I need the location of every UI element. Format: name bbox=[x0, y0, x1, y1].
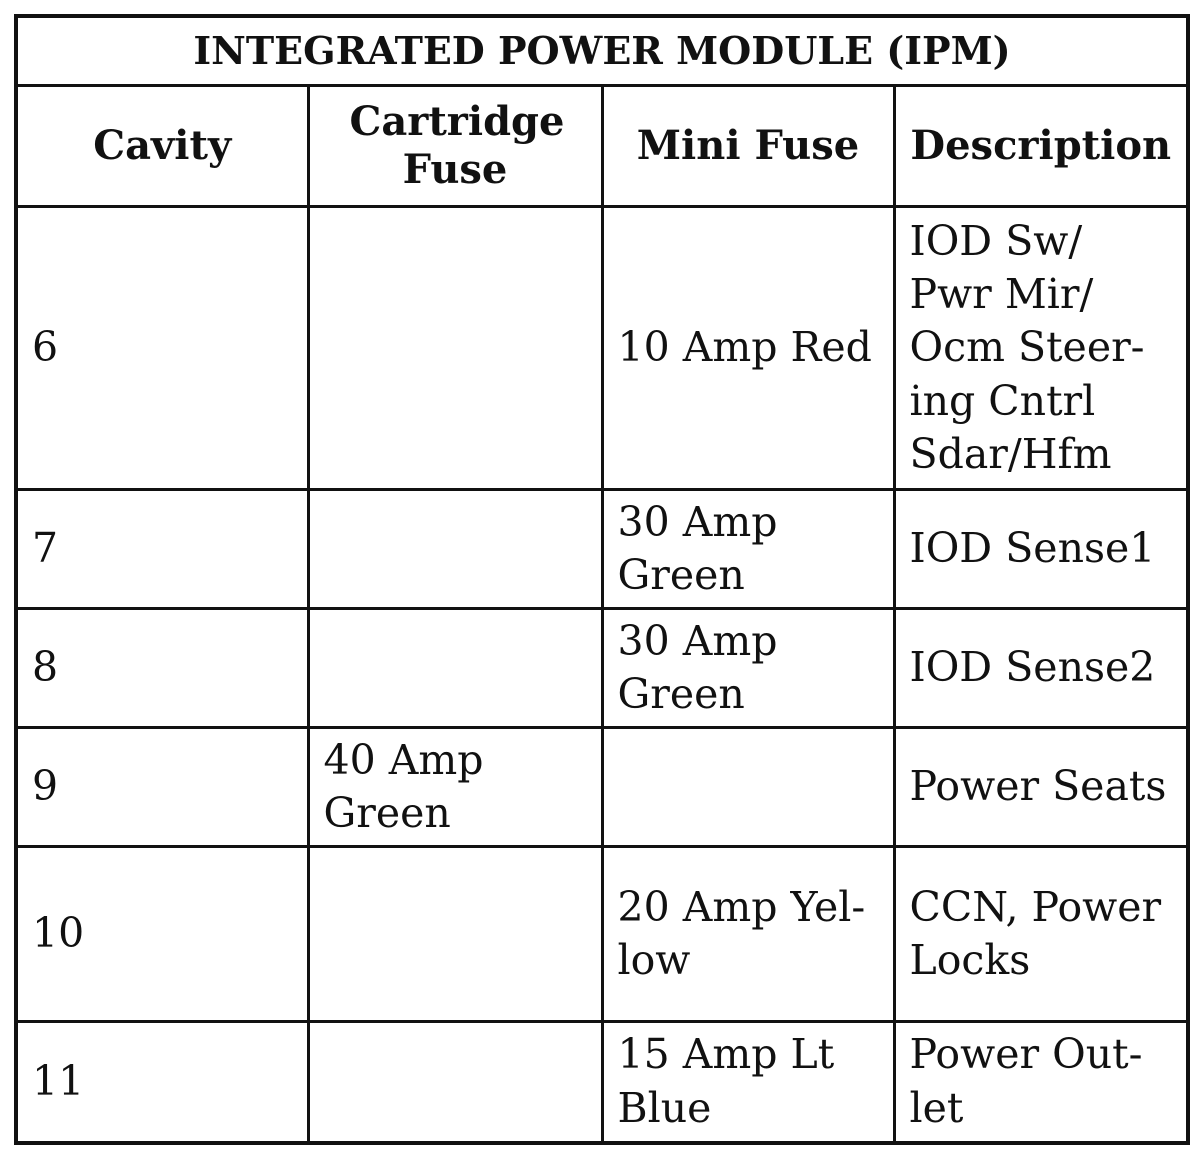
ipm-fuse-table bbox=[14, 14, 1190, 1145]
cavity-cell: 9 bbox=[16, 728, 308, 847]
description-cell: IOD Sense2 bbox=[894, 609, 1188, 728]
cartridge-fuse-cell bbox=[308, 207, 602, 490]
mini-fuse-cell: 20 Amp Yel- low bbox=[602, 847, 894, 1022]
header-cartridge-fuse: Cartridge Fuse bbox=[308, 86, 602, 207]
description-cell: IOD Sw/ Pwr Mir/ Ocm Steer- ing Cntrl Sdar/Hfm bbox=[894, 207, 1188, 490]
mini-fuse-cell: 15 Amp Lt Blue bbox=[602, 1022, 894, 1143]
cartridge-fuse-cell: 40 Amp Green bbox=[308, 728, 602, 847]
mini-fuse-cell: 30 Amp Green bbox=[602, 609, 894, 728]
cartridge-fuse-cell bbox=[308, 609, 602, 728]
cartridge-fuse-cell bbox=[308, 490, 602, 609]
description-cell: IOD Sense1 bbox=[894, 490, 1188, 609]
mini-fuse-cell bbox=[602, 728, 894, 847]
header-description: Description bbox=[894, 86, 1188, 207]
cavity-cell: 6 bbox=[16, 207, 308, 490]
cavity-cell: 8 bbox=[16, 609, 308, 728]
table-row bbox=[16, 490, 1188, 609]
header-row bbox=[16, 86, 1188, 207]
table-row bbox=[16, 609, 1188, 728]
cartridge-fuse-cell bbox=[308, 847, 602, 1022]
description-cell: CCN, Power Locks bbox=[894, 847, 1188, 1022]
header-mini-fuse: Mini Fuse bbox=[602, 86, 894, 207]
cartridge-fuse-cell bbox=[308, 1022, 602, 1143]
cavity-cell: 10 bbox=[16, 847, 308, 1022]
table-row bbox=[16, 207, 1188, 490]
mini-fuse-cell: 10 Amp Red bbox=[602, 207, 894, 490]
table-row bbox=[16, 1022, 1188, 1143]
mini-fuse-cell: 30 Amp Green bbox=[602, 490, 894, 609]
table-row bbox=[16, 847, 1188, 1022]
description-cell: Power Out- let bbox=[894, 1022, 1188, 1143]
cavity-cell: 7 bbox=[16, 490, 308, 609]
table-title: INTEGRATED POWER MODULE (IPM) bbox=[16, 16, 1188, 86]
description-cell: Power Seats bbox=[894, 728, 1188, 847]
table-row bbox=[16, 728, 1188, 847]
cavity-cell: 11 bbox=[16, 1022, 308, 1143]
title-row bbox=[16, 16, 1188, 86]
header-cavity: Cavity bbox=[16, 86, 308, 207]
